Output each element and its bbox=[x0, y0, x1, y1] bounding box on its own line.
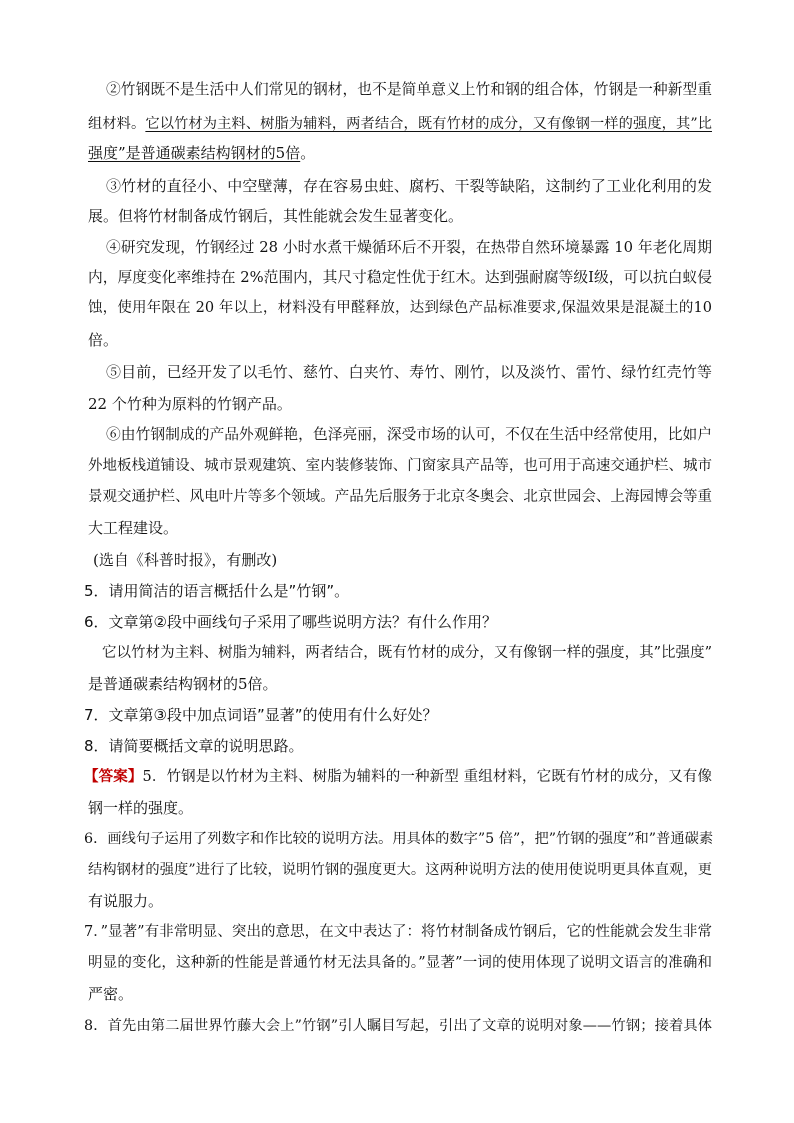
para2-plain: 组材料。 bbox=[88, 116, 146, 132]
answer-5-line2: 钢一样的强度。 bbox=[88, 799, 194, 817]
para2-line3 bbox=[88, 143, 712, 163]
para6-line3: 景观交通护栏、风电叶片等多个领域。产品先后服务于北京冬奥会、北京世园会、上海园博会等重 bbox=[88, 489, 712, 505]
answer-7-line2: 明显的变化，这种新的性能是普通竹材无法具备的。”显著”一词的使用体现了说明文语言的准确和 bbox=[88, 955, 712, 971]
para6-line2: 外地板栈道铺设、城市景观建筑、室内装修装饰、门窗家具产品等，也可用于高速交通护栏、城市 bbox=[88, 458, 712, 474]
para6-line4: 大工程建设。 bbox=[88, 519, 179, 537]
para2-line1: ②竹钢既不是生活中人们常见的钢材，也不是简单意义上竹和钢的组合体，竹钢是一种新型重 bbox=[106, 81, 712, 98]
para3-line2: 展。但将竹材制备成竹钢后，其性能就会发生显著变化。 bbox=[88, 207, 464, 225]
answer-6-line1: 6．画线句子运用了列数字和作比较的说明方法。用具体的数字”5 倍”，把”竹钢的强度”和”普通碳素 bbox=[84, 831, 714, 847]
source-note: (选自《科普时报》，有删改) bbox=[93, 551, 278, 569]
question-5: 5．请用简洁的语言概括什么是”竹钢”。 bbox=[84, 582, 350, 600]
answer-7-line3: 严密。 bbox=[88, 985, 134, 1003]
answer-6-line2: 结构钢材的强度”进行了比较，说明竹钢的强度更大。这两种说明方法的使用使说明更具体直观，更 bbox=[88, 862, 712, 878]
para4-line3: 蚀，使用年限在 20 年以上，材料没有甲醛释放，达到绿色产品标准要求,保温效果是混凝土的10 bbox=[88, 300, 712, 316]
para4-line4: 倍。 bbox=[88, 331, 119, 349]
question-6-quote-line2: 是普通碳素结构钢材的5倍。 bbox=[88, 675, 278, 693]
answer-8-line1: 8．首先由第二届世界竹藤大会上”竹钢”引人瞩目写起，引出了文章的说明对象——竹钢；接着具体 bbox=[84, 1018, 712, 1034]
para6-line1: ⑥由竹钢制成的产品外观鲜艳，色泽亮丽，深受市场的认可，不仅在生活中经常使用，比如户 bbox=[106, 426, 712, 443]
para5-line1: ⑤目前，已经开发了以毛竹、慈竹、白夹竹、寿竹、刚竹，以及淡竹、雷竹、绿竹红壳竹等 bbox=[106, 363, 712, 381]
para5-line2: 22 个竹种为原料的竹钢产品。 bbox=[88, 395, 292, 413]
para2-underlined-end: 强度”是普通碳素结构钢材的5倍 bbox=[88, 144, 301, 162]
answer-6-line3: 有说服力。 bbox=[88, 892, 164, 910]
question-6-quote-line1: 它以竹材为主料、树脂为辅料，两者结合，既有竹材的成分，又有像钢一样的强度，其”比强度” bbox=[102, 645, 712, 661]
para2-underlined-sentence: 它以竹材为主料、树脂为辅料，两者结合，既有竹材的成分，又有像钢一样的强度，其”比 bbox=[145, 116, 712, 132]
para2-line2 bbox=[88, 114, 712, 134]
answer-5-text: 5．竹钢是以竹材为主料、树脂为辅料的一种新型 重组材料，它既有竹材的成分，又有像 bbox=[142, 769, 712, 785]
answer-tag: 【答案】 bbox=[84, 768, 143, 785]
para3-line1: ③竹材的直径小、中空壁薄，存在容易虫蛀、腐朽、干裂等缺陷，这制约了工业化利用的发 bbox=[106, 177, 712, 195]
para4-line1: ④研究发现，竹钢经过 28 小时水煮干燥循环后不开裂，在热带自然环境暴露 10 年老化周期 bbox=[106, 239, 712, 256]
question-8: 8．请简要概括文章的说明思路。 bbox=[84, 737, 304, 755]
question-7: 7．文章第③段中加点词语”显著”的使用有什么好处？ bbox=[84, 706, 438, 724]
para2-end: 。 bbox=[300, 144, 316, 162]
answer-5-line1 bbox=[84, 767, 712, 787]
para4-line2: 内，厚度变化率维持在 2%范围内，其尺寸稳定性优于红木。达到强耐腐等级Ⅰ级，可以抗白蚁侵 bbox=[88, 269, 712, 286]
answer-7-line1: 7．”显著”有非常明显、突出的意思，在文中表达了：将竹材制备成竹钢后，它的性能就会发生非常 bbox=[84, 924, 712, 940]
question-6: 6．文章第②段中画线句子采用了哪些说明方法？有什么作用？ bbox=[84, 613, 497, 631]
